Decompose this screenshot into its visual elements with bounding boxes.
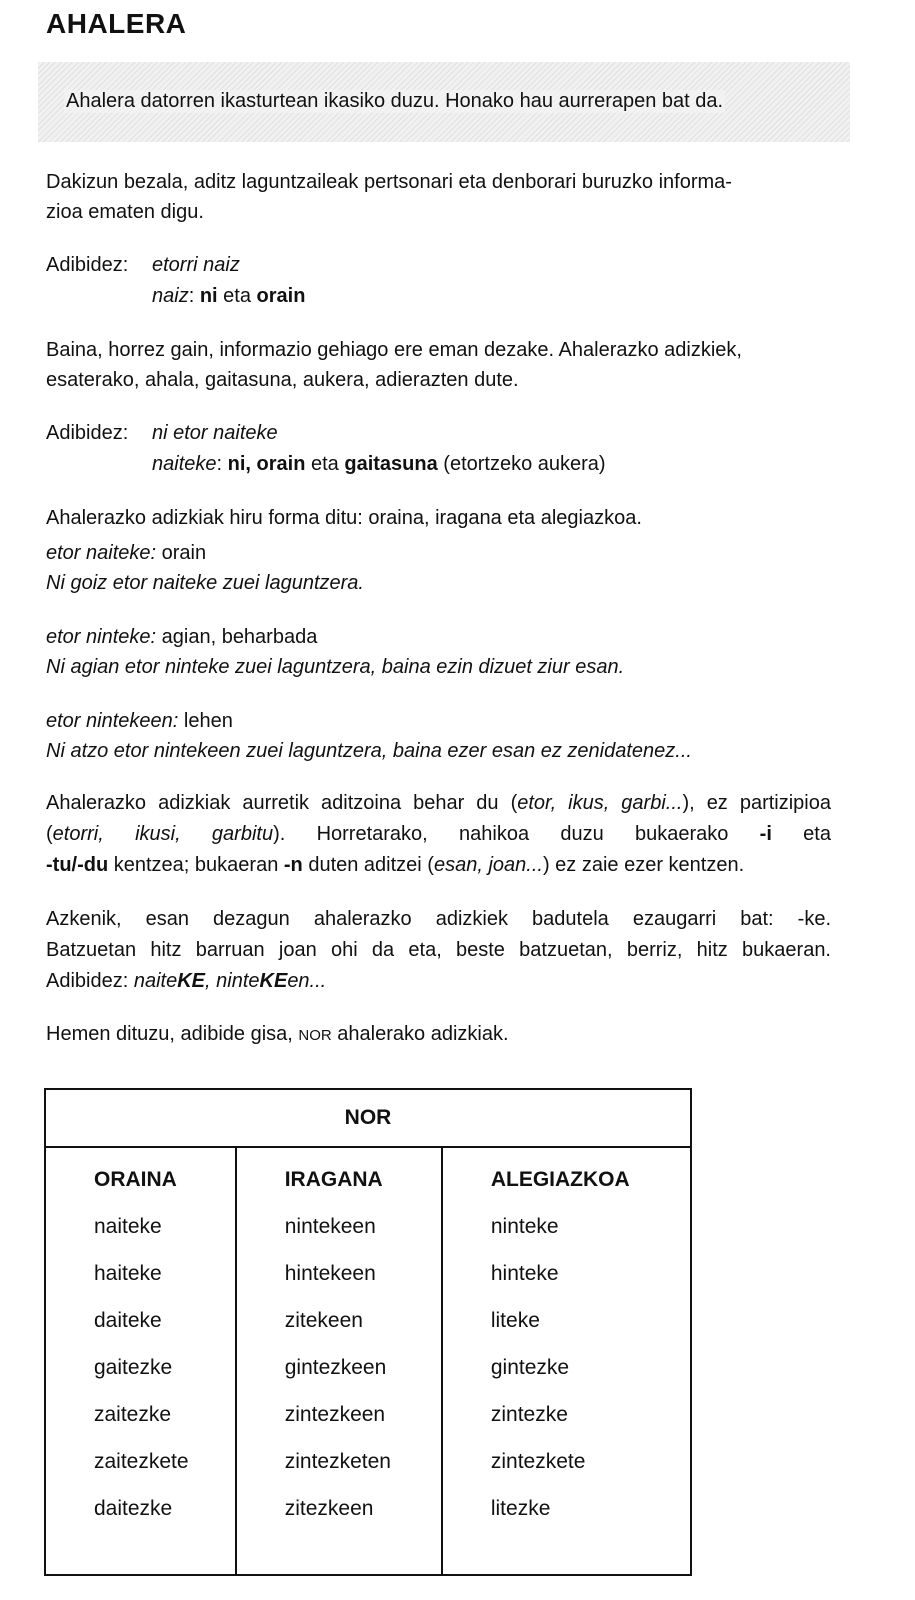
italic-text: esan, joan... [433, 854, 543, 876]
example-label: Adibidez: [46, 970, 129, 992]
form-meaning: lehen [183, 710, 233, 732]
paragraph-4-line-1: Azkenik, esan dezagun ahalerazko adizkiek badutela ezaugarri bat: -ke. [46, 908, 831, 930]
column-hypothetical [442, 1147, 691, 1575]
paragraph-3-line-2 [46, 819, 831, 849]
intro-paragraph [46, 167, 732, 227]
form-sentence: Ni goiz etor naiteke zuei laguntzera. [46, 572, 364, 594]
italic-text: ninte [216, 970, 260, 992]
form-term: etor ninteke: [46, 626, 157, 648]
table-cell: daitezke [94, 1497, 173, 1520]
table-cell: zintezkete [490, 1450, 586, 1473]
para2-line-2: esaterako, ahala, gaitasuna, aukera, adierazten dute. [46, 369, 519, 391]
colon: : [188, 285, 195, 307]
table-cell: hintekeen [284, 1262, 376, 1285]
bold-text: -n [283, 854, 303, 876]
text: duten aditzei ( [308, 854, 434, 876]
bold-text: -i [759, 823, 772, 845]
text: ahalerako adizkiak. [337, 1023, 509, 1045]
paragraph-3-line-1 [46, 788, 831, 818]
italic-text: en... [287, 970, 327, 992]
table-cell: zitezkeen [284, 1497, 374, 1520]
text: eta [803, 823, 831, 845]
paragraph-4-line-2: Batzuetan hitz barruan joan ohi da eta, beste batzuetan, berriz, hitz bukaeran. [46, 939, 831, 961]
table-cell: zaitezke [94, 1403, 172, 1426]
nor-conjugation-table [44, 1088, 692, 1576]
italic-text: etorri, ikusi, garbitu [52, 823, 274, 845]
form-meaning: orain [161, 542, 207, 564]
intro-line-2: zioa ematen digu. [46, 201, 204, 223]
time-term: orain [256, 285, 306, 307]
bold-text: -tu/-du [46, 854, 109, 876]
paragraph-3-line-3 [46, 850, 744, 880]
column-header: ALEGIAZKOA [490, 1168, 630, 1191]
table-cell: gaitezke [94, 1356, 173, 1379]
paragraph-4-line-3: Adibidez: naiteKE, ninteKEen... [46, 970, 327, 992]
table-cell: naiteke [94, 1215, 162, 1238]
aux-form: naiteke [152, 453, 217, 475]
form-meaning: agian, beharbada [161, 626, 318, 648]
example-2 [46, 418, 278, 448]
text: ), ez partizipioa [682, 792, 831, 814]
italic-text: etor, ikus, garbi... [517, 792, 683, 814]
example-verb: etorri naiz [152, 254, 240, 276]
italic-text: naite [133, 970, 178, 992]
table-cell: ninteke [490, 1215, 559, 1238]
table-title: NOR [45, 1089, 691, 1147]
table-cell: gintezke [490, 1356, 570, 1379]
note-box [38, 62, 850, 142]
example-1-analysis [152, 281, 305, 311]
table-cell: zintezkeen [284, 1403, 386, 1426]
form-hypothetical [46, 622, 624, 682]
person-term: ni, [227, 453, 251, 475]
small-caps-term: NOR [298, 1027, 332, 1044]
ability-term: gaitasuna [344, 453, 438, 475]
column-header: ORAINA [94, 1168, 177, 1191]
note-text: Ahalera datorren ikasturtean ikasiko duzu. Honako hau aurrerapen bat da. [66, 90, 724, 112]
table-cell: litezke [490, 1497, 551, 1520]
table-cell: zintezke [490, 1403, 568, 1426]
example-verb: ni etor naiteke [152, 422, 278, 444]
example-2-analysis [152, 449, 606, 479]
paragraph-5 [46, 1019, 509, 1051]
form-sentence: Ni agian etor ninteke zuei laguntzera, baina ezin dizuet ziur esan. [46, 656, 625, 678]
table-cell: gintezkeen [284, 1356, 387, 1379]
column-past [236, 1147, 442, 1575]
gloss: (etortzeko aukera) [443, 453, 606, 475]
table-cell: liteke [490, 1309, 540, 1332]
colon: : [216, 453, 223, 475]
text: ) ez zaie ezer kentzen. [542, 854, 745, 876]
person-term: ni [199, 285, 218, 307]
bold-italic-text: KE [259, 970, 288, 992]
table-cell: haiteke [94, 1262, 162, 1285]
time-term: orain [256, 453, 306, 475]
column-header: IRAGANA [284, 1168, 383, 1191]
table-cell: nintekeen [284, 1215, 376, 1238]
text: ). Horretarako, nahikoa duzu bukaerako [273, 823, 729, 845]
para2-line-1: Baina, horrez gain, informazio gehiago ere eman dezake. Ahalerazko adizkiek, [46, 339, 742, 361]
text: Hemen dituzu, adibide gisa, [46, 1023, 293, 1045]
text: ( [46, 823, 53, 845]
page-title: AHALERA [46, 8, 187, 39]
conjunction: eta [311, 453, 339, 475]
example-label: Adibidez: [46, 422, 129, 444]
conjunction: eta [223, 285, 251, 307]
intro-line-1: Dakizun bezala, aditz laguntzaileak pertsonari eta denborari buruzko informa- [46, 171, 732, 193]
bold-italic-text: KE [177, 970, 206, 992]
table-cell: zaitezkete [94, 1450, 189, 1473]
column-present [45, 1147, 236, 1575]
table-cell: zintezketen [284, 1450, 391, 1473]
form-term: etor nintekeen: [46, 710, 179, 732]
form-past [46, 706, 692, 766]
table-cell: zitekeen [284, 1309, 363, 1332]
table-cell: hinteke [490, 1262, 559, 1285]
paragraph-2 [46, 335, 742, 395]
aux-form: naiz [152, 285, 189, 307]
form-term: etor naiteke: [46, 542, 157, 564]
text: kentzea; bukaeran [113, 854, 279, 876]
example-label: Adibidez: [46, 254, 129, 276]
example-1 [46, 250, 240, 280]
form-sentence: Ni atzo etor nintekeen zuei laguntzera, baina ezer esan ez zenidatenez... [46, 740, 692, 762]
text: Ahalerazko adizkiak aurretik aditzoina behar du ( [46, 792, 518, 814]
form-present [46, 538, 364, 598]
forms-intro: Ahalerazko adizkiak hiru forma ditu: oraina, iragana eta alegiazkoa. [46, 507, 642, 529]
table-cell: daiteke [94, 1309, 162, 1332]
